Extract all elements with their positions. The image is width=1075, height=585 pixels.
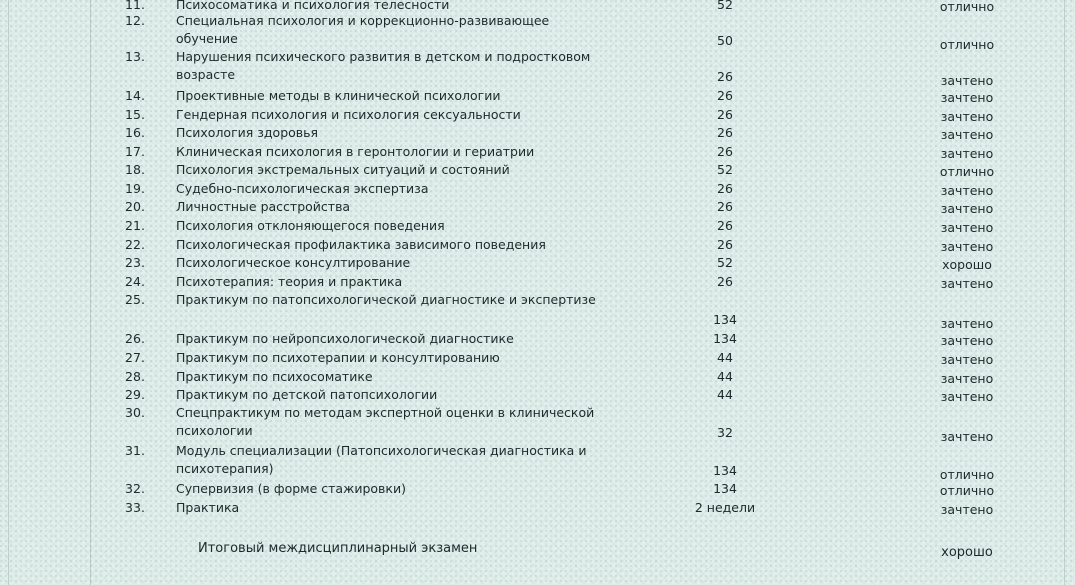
hours-value: 26 (717, 144, 733, 159)
subject-name: Специальная психология и коррекционно-развивающее обучение (176, 13, 550, 46)
hours-value: 26 (717, 125, 733, 140)
grade-value: зачтено (940, 333, 994, 348)
grade-value: зачтено (940, 352, 994, 367)
grade-value: отлично (939, 467, 995, 482)
grade-value: зачтено (940, 429, 994, 444)
row-number: 32. (125, 481, 145, 496)
subject-name: Практикум по нейропсихологической диагностике (176, 331, 514, 346)
row-number: 23. (125, 255, 145, 270)
hours-value: 44 (717, 387, 733, 402)
row-number: 14. (125, 88, 145, 103)
grade-value: зачтено (940, 316, 994, 331)
hours-value: 134 (713, 312, 737, 327)
subject-name: Практикум по психотерапии и консултированию (176, 350, 500, 365)
hours-value: 26 (717, 274, 733, 289)
grade-value: зачтено (940, 73, 994, 88)
hours-value: 26 (717, 69, 733, 84)
subject-name: Проективные методы в клинической психологии (176, 88, 501, 103)
hours-value: 26 (717, 199, 733, 214)
grade-value: зачтено (940, 90, 994, 105)
row-number: 27. (125, 350, 145, 365)
row-number: 20. (125, 199, 145, 214)
hours-value: 44 (717, 350, 733, 365)
grade-value: зачтено (940, 201, 994, 216)
subject-name: Практикум по детской патопсихологии (176, 387, 438, 402)
subject-name: Психологическое консултирование (176, 255, 411, 270)
grade-value: отлично (939, 483, 995, 498)
row-number: 29. (125, 387, 145, 402)
row-number: 26. (125, 331, 145, 346)
row-number: 33. (125, 500, 145, 515)
hours-value: 26 (717, 237, 733, 252)
row-number: 16. (125, 125, 145, 140)
hours-value: 26 (717, 88, 733, 103)
row-number: 30. (125, 405, 145, 420)
grade-value: отлично (939, 37, 995, 52)
row-number: 13. (125, 49, 145, 64)
table-border-num (90, 0, 91, 585)
table-border-left (8, 0, 9, 585)
final-exam-grade: хорошо (941, 545, 993, 560)
subject-name: Практикум по психосоматике (176, 369, 373, 384)
subject-name: Нарушения психического развития в детском и подростковом возрасте (176, 49, 591, 82)
hours-value: 2 недели (694, 500, 756, 515)
grade-value: зачтено (940, 220, 994, 235)
grade-value: отлично (939, 0, 995, 14)
row-number: 22. (125, 237, 145, 252)
table-border-right (1064, 0, 1065, 585)
grade-value: зачтено (940, 183, 994, 198)
row-number: 15. (125, 107, 145, 122)
grade-value: зачтено (940, 127, 994, 142)
hours-value: 32 (717, 425, 733, 440)
subject-name: Психология отклоняющегося поведения (176, 218, 445, 233)
row-number: 17. (125, 144, 145, 159)
subject-name: Судебно-психологическая экспертиза (176, 181, 429, 196)
grade-value: зачтено (940, 239, 994, 254)
subject-name: Психосоматика и психология телесности (176, 0, 450, 12)
grade-value: отлично (939, 164, 995, 179)
subject-name: Модуль специализации (Патопсихологическая диагностика и психотерапия) (176, 443, 587, 476)
hours-value: 44 (717, 369, 733, 384)
grade-value: хорошо (942, 257, 992, 272)
hours-value: 26 (717, 181, 733, 196)
hours-value: 50 (717, 33, 733, 48)
subject-name: Психологическая профилактика зависимого поведения (176, 237, 546, 252)
grade-value: зачтено (940, 502, 994, 517)
grade-value: зачтено (940, 371, 994, 386)
grade-value: зачтено (940, 389, 994, 404)
hours-value: 52 (717, 0, 733, 12)
row-number: 21. (125, 218, 145, 233)
row-number: 19. (125, 181, 145, 196)
hours-value: 26 (717, 107, 733, 122)
subject-name: Практика (176, 500, 240, 515)
hours-value: 52 (717, 255, 733, 270)
subject-name: Психология экстремальных ситуаций и состояний (176, 162, 510, 177)
row-number: 12. (125, 13, 145, 28)
final-exam-title: Итоговый междисциплинарный экзамен (198, 541, 478, 556)
subject-name: Спецпрактикум по методам экспертной оценки в клинической психологии (176, 405, 595, 438)
row-number: 25. (125, 292, 145, 307)
subject-name: Клиническая психология в геронтологии и гериатрии (176, 144, 535, 159)
hours-value: 134 (713, 331, 737, 346)
subject-name: Гендерная психология и психология сексуальности (176, 107, 521, 122)
row-number: 28. (125, 369, 145, 384)
subject-name: Практикум по патопсихологической диагностике и экспертизе (176, 292, 596, 307)
subject-name: Психология здоровья (176, 125, 319, 140)
hours-value: 134 (713, 481, 737, 496)
row-number: 31. (125, 443, 145, 458)
row-number: 24. (125, 274, 145, 289)
subject-name: Супервизия (в форме стажировки) (176, 481, 406, 496)
grade-value: зачтено (940, 276, 994, 291)
grade-value: зачтено (940, 146, 994, 161)
row-number: 18. (125, 162, 145, 177)
subject-name: Психотерапия: теория и практика (176, 274, 403, 289)
hours-value: 26 (717, 218, 733, 233)
subject-name: Личностные расстройства (176, 199, 351, 214)
hours-value: 52 (717, 162, 733, 177)
hours-value: 134 (713, 463, 737, 478)
row-number: 11. (125, 0, 145, 12)
grade-value: зачтено (940, 109, 994, 124)
